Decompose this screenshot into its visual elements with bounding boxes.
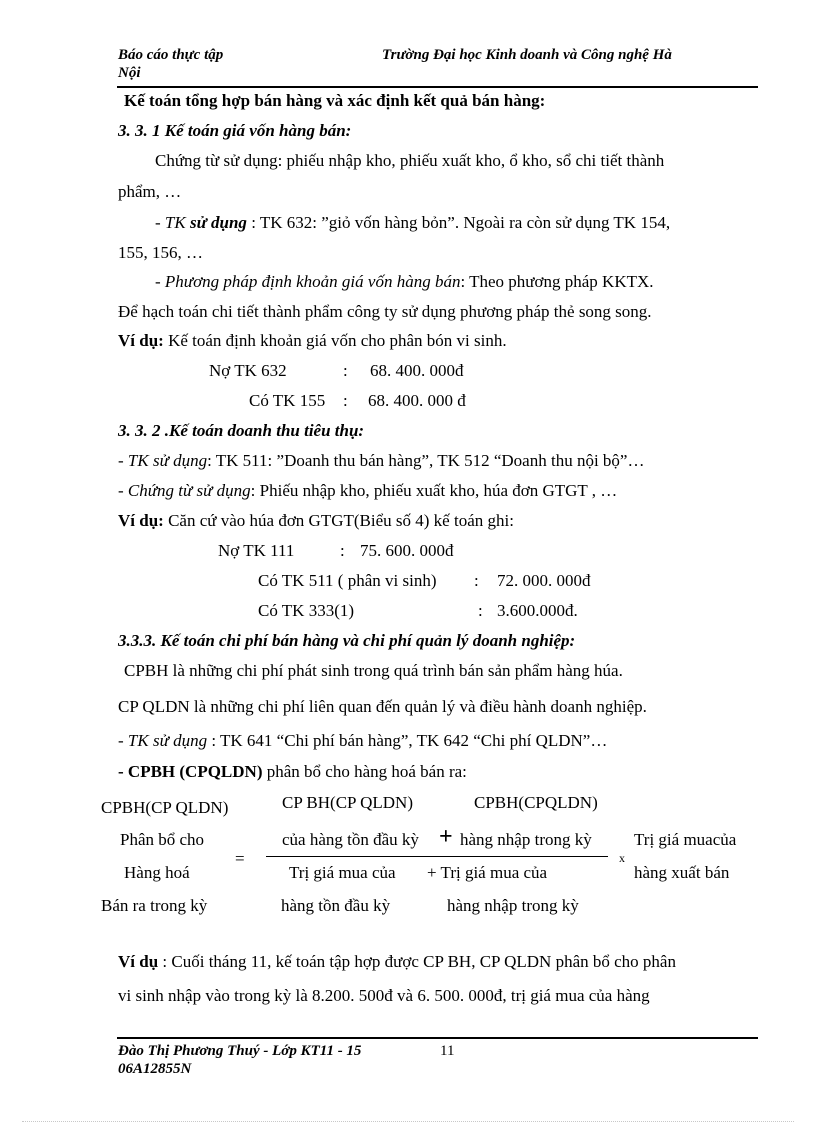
label-su-dung: sử dụng (189, 213, 247, 232)
paragraph-vi-du-2 (118, 511, 514, 531)
header-report-title-cont: Nội (118, 65, 141, 81)
paragraph-phuong-phap (155, 272, 654, 292)
entry-colon: : (478, 601, 483, 620)
heading-3-3-2: 3. 3. 2 .Kế toán doanh thu tiêu thụ: (118, 421, 365, 440)
vi-du-text: : Cuối tháng 11, kế toán tập hợp được CP BH, CP QLDN phân bổ cho phân (158, 952, 676, 971)
formula-den-1: Trị giá mua của (289, 863, 396, 882)
label-phuong-phap: Phương pháp định khoản giá vốn hàng bán (164, 272, 461, 291)
paragraph-tk-su-dung-cont: 155, 156, … (118, 243, 203, 262)
formula-den-3: hàng tồn đầu kỳ (281, 896, 391, 915)
entry-colon: : (343, 391, 348, 410)
paragraph-chung-tu-cont: phẩm, … (118, 182, 182, 201)
paragraph-vi-du-1 (118, 331, 507, 351)
heading-3-3-3: 3.3.3. Kế toán chi phí bán hàng và chi phí quản lý doanh nghiệp: (118, 631, 576, 650)
entry-colon: : (474, 571, 479, 590)
fraction-bar (266, 856, 608, 857)
heading-3-3-1: 3. 3. 1 Kế toán giá vốn hàng bán: (118, 121, 352, 140)
dash: - (118, 731, 128, 750)
dash: - (155, 213, 165, 232)
header-university: Trường Đại học Kinh doanh và Công nghệ Hà (382, 47, 672, 63)
phan-bo-text: phân bổ cho hàng hoá bán ra: (262, 762, 467, 781)
page-edge (22, 1121, 794, 1122)
footer-rule (117, 1037, 758, 1039)
formula-left-2: Phân bổ cho (120, 830, 205, 849)
label-tk: TK (164, 213, 190, 232)
formula-right-2: hàng xuất bán (634, 863, 730, 882)
label-tk-su-dung: TK sử dụng (127, 451, 208, 470)
formula-plus-icon: + (439, 824, 453, 850)
paragraph-chung-tu-2 (118, 481, 617, 501)
header-report-title: Báo cáo thực tập (118, 47, 224, 63)
vi-du-text: Căn cứ vào húa đơn GTGT(Biểu số 4) kế toán ghi: (163, 511, 514, 530)
entry-amount: 3.600.000đ. (497, 601, 578, 620)
paragraph-tk-su-dung (155, 213, 670, 233)
formula-den-4: hàng nhập trong kỳ (447, 896, 579, 915)
paragraph-hach-toan: Để hạch toán chi tiết thành phẩm công ty sử dụng phương pháp thẻ song song. (118, 302, 652, 321)
entry-amount: 68. 400. 000 đ (368, 391, 466, 410)
section-title: Kế toán tổng hợp bán hàng và xác định kết quả bán hàng: (124, 91, 546, 110)
paragraph-chung-tu: Chứng từ sử dụng: phiếu nhập kho, phiếu xuất kho, ổ kho, sổ chi tiết thành (155, 151, 665, 170)
paragraph-cpbh: CPBH là những chi phí phát sinh trong quá trình bán sản phẩm hàng húa. (124, 661, 623, 680)
tk-text: : TK 511: ”Doanh thu bán hàng”, TK 512 “Doanh thu nội bộ”… (207, 451, 645, 470)
formula-left-4: Bán ra trong kỳ (101, 896, 208, 915)
header-rule (117, 86, 758, 88)
entry-colon: : (343, 361, 348, 380)
formula-num-top-2: CPBH(CPQLDN) (474, 793, 598, 812)
page-number: 11 (440, 1043, 455, 1059)
label-vi-du: Ví dụ: (118, 511, 164, 530)
formula-times-icon: x (619, 851, 625, 865)
footer-student-id: 06A12855N (118, 1061, 192, 1077)
label-cpbh: - CPBH (CPQLDN) (118, 762, 263, 781)
formula-right-1: Trị giá muacủa (634, 830, 737, 849)
paragraph-vi-du-3 (118, 952, 676, 972)
entry-co-333: Có TK 333(1) (258, 601, 355, 620)
tk-text: : TK 641 “Chi phí bán hàng”, TK 642 “Chi phí QLDN”… (207, 731, 608, 750)
label-chung-tu: Chứng từ sử dụng (127, 481, 251, 500)
paragraph-vi-du-3-cont: vi sinh nhập vào trong kỳ là 8.200. 500đ và 6. 500. 000đ, trị giá mua của hàng (118, 986, 650, 1005)
formula-num-2: hàng nhập trong kỳ (460, 830, 592, 849)
entry-no-632: Nợ TK 632 (209, 361, 287, 380)
paragraph-tk-su-dung-2 (118, 451, 644, 471)
formula-num-top-1: CP BH(CP QLDN) (282, 793, 413, 812)
label-vi-du: Ví dụ: (118, 331, 164, 350)
paragraph-tk-su-dung-3 (118, 731, 607, 751)
formula-left-3: Hàng hoá (124, 863, 190, 882)
ct-text: : Phiếu nhập kho, phiếu xuất kho, húa đơn GTGT , … (250, 481, 618, 500)
pp-text: : Theo phương pháp KKTX. (460, 272, 654, 291)
entry-colon: : (340, 541, 345, 560)
formula-den-plus: + Trị giá mua của (427, 863, 548, 882)
dash: - (118, 481, 128, 500)
footer-author: Đào Thị Phương Thuý - Lớp KT11 - 15 (118, 1043, 362, 1059)
dash: - (118, 451, 128, 470)
vi-du-text: Kế toán định khoản giá vốn cho phân bón vi sinh. (163, 331, 507, 350)
dash: - (155, 272, 165, 291)
entry-amount: 72. 000. 000đ (497, 571, 591, 590)
paragraph-cpqldn: CP QLDN là những chi phí liên quan đến quản lý và điều hành doanh nghiệp. (118, 697, 647, 716)
label-vi-du: Ví dụ (118, 952, 159, 971)
entry-amount: 68. 400. 000đ (370, 361, 464, 380)
entry-co-511: Có TK 511 ( phân vi sinh) (258, 571, 437, 590)
entry-no-111: Nợ TK 111 (218, 541, 295, 560)
tk-text: : TK 632: ”giỏ vốn hàng bỏn”. Ngoài ra còn sử dụng TK 154, (246, 213, 671, 232)
paragraph-phan-bo (118, 762, 467, 782)
entry-amount: 75. 600. 000đ (360, 541, 454, 560)
label-tk-su-dung: TK sử dụng (127, 731, 208, 750)
formula-equals: = (235, 849, 245, 868)
formula-left-1: CPBH(CP QLDN) (101, 798, 229, 817)
entry-co-155: Có TK 155 (249, 391, 326, 410)
formula-num-1: của hàng tồn đầu kỳ (282, 830, 419, 849)
